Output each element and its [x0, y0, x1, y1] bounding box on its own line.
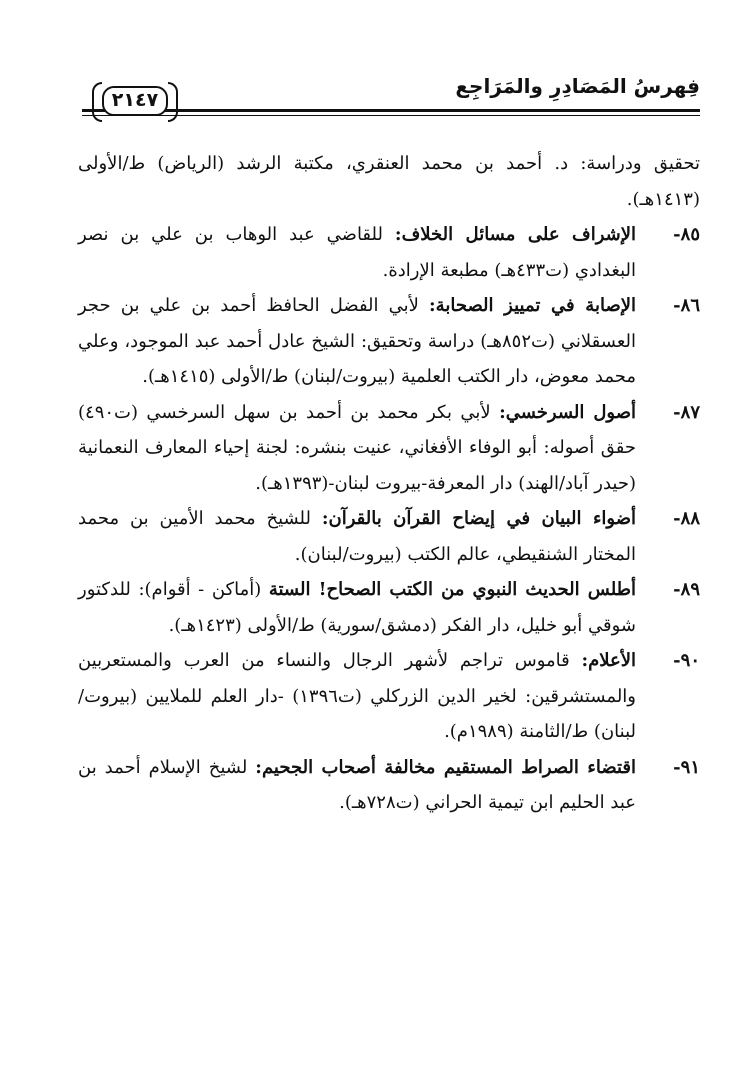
- page-number: ٢١٤٧: [102, 86, 168, 116]
- bibliography-entry: [78, 643, 700, 750]
- entry-text: قاموس تراجم لأشهر الرجال والنساء من العرب والمستعربين والمستشرقين: لخير الدين الزركلي (ت١٣٩٦) -دار العلم للملايين (بيروت/لبنان) ط/الثامنة (١٩٨٩م).: [78, 650, 636, 742]
- entry-text: للقاضي عبد الوهاب بن علي بن نصر البغدادي (ت٤٣٣هـ) مطبعة الإرادة.: [78, 224, 636, 281]
- entry-text: لأبي بكر محمد بن أحمد بن سهل السرخسي (ت٤٩٠) حقق أصوله: أبو الوفاء الأفغاني، عنيت بنشره: لجنة إحياء المعارف النعمانية (حيدر آباد/الهند) دار المعرفة-بيروت لبنان-(١٣٩٣هـ).: [78, 401, 636, 494]
- entry-title: أضواء البيان في إيضاح القرآن بالقرآن:: [321, 508, 636, 529]
- bibliography-entry: [78, 288, 700, 395]
- entry-text: للشيخ محمد الأمين بن محمد المختار الشنقيطي، عالم الكتب (بيروت/لبنان).: [78, 508, 636, 565]
- bibliography-entry: [78, 572, 700, 643]
- entry-title: الإشراف على مسائل الخلاف:: [394, 224, 636, 245]
- entry-number: ٨٦-: [673, 295, 700, 316]
- bibliography-entry: [78, 395, 700, 502]
- entry-text: لأبي الفضل الحافظ أحمد بن علي بن حجر العسقلاني (ت٨٥٢هـ) دراسة وتحقيق: الشيخ عادل أحمد عبد الموجود، وعلي محمد معوض، دار الكتب العلمية (بيروت/لبنان) ط/الأولى (١٤١٥هـ).: [78, 295, 636, 387]
- bibliography-list: [78, 146, 700, 821]
- entry-title: الأعلام:: [581, 650, 636, 671]
- bibliography-entry: [78, 501, 700, 572]
- page-header: [78, 72, 700, 124]
- bibliography-entry: [78, 217, 700, 288]
- running-title: فِهرسُ المَصَادِرِ والمَرَاجِع: [455, 74, 700, 98]
- entry-title: أطلس الحديث النبوي من الكتب الصحاح! الستة: [268, 579, 636, 600]
- entry-number: ٨٩-: [673, 579, 700, 600]
- entry-number: ٩١-: [673, 756, 700, 778]
- entry-number: ٨٧-: [673, 401, 700, 423]
- entry-text: (أماكن - أقوام): للدكتور شوقي أبو خليل، دار الفكر (دمشق/سورية) ط/الأولى (١٤٢٣هـ).: [78, 579, 636, 636]
- bibliography-entry: [78, 750, 700, 821]
- entry-text: لشيخ الإسلام أحمد بن عبد الحليم ابن تيمية الحراني (ت٧٢٨هـ).: [78, 756, 636, 813]
- entry-number: ٨٨-: [673, 508, 700, 529]
- entry-title: أصول السرخسي:: [499, 401, 636, 423]
- continued-entry-text: تحقيق ودراسة: د. أحمد بن محمد العنقري، مكتبة الرشد (الرياض) ط/الأولى (١٤١٣هـ).: [78, 153, 700, 210]
- entry-number: ٨٥-: [673, 224, 700, 245]
- entry-title: اقتضاء الصراط المستقيم مخالفة أصحاب الجحيم:: [255, 756, 636, 778]
- entry-number: ٩٠-: [673, 650, 700, 671]
- entry-title: الإصابة في تمييز الصحابة:: [429, 295, 636, 316]
